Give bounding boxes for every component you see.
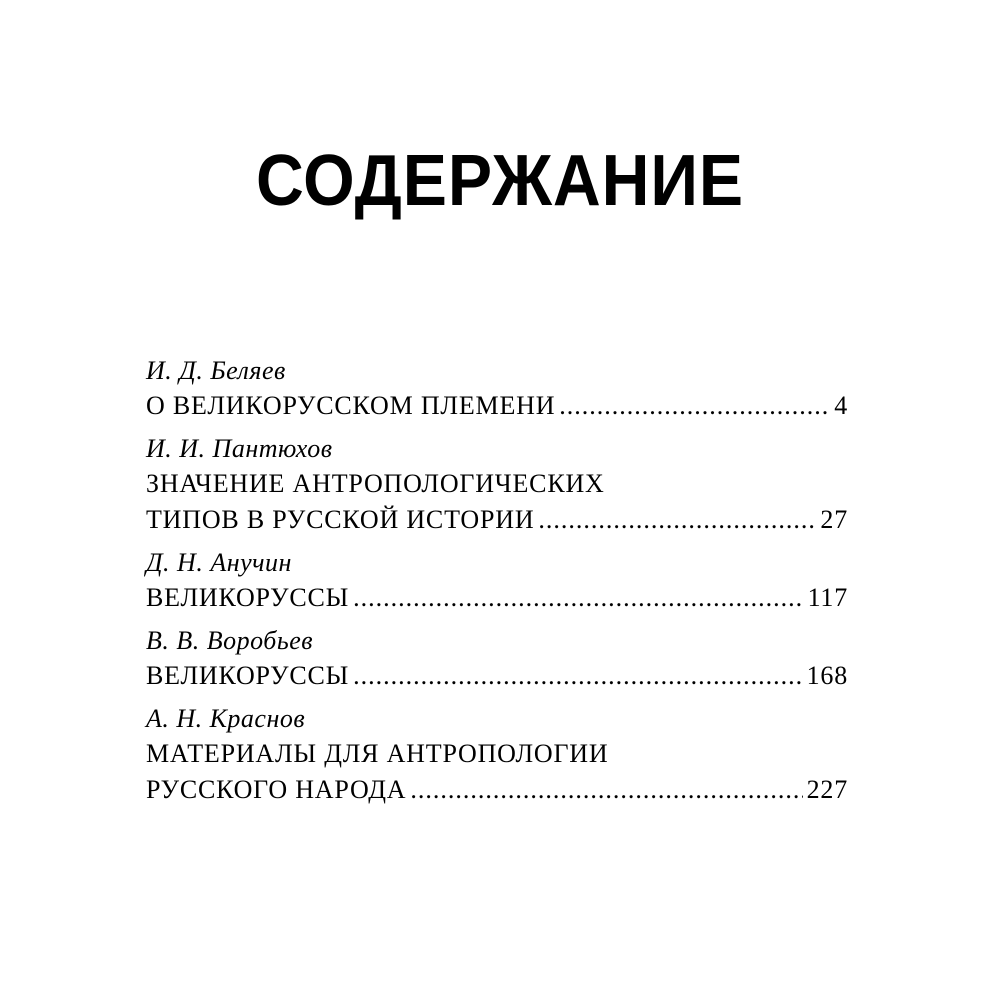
entry-title-line — [146, 466, 848, 502]
dot-leader — [538, 502, 816, 538]
entry-author: И. Д. Беляев — [146, 356, 286, 385]
dot-leader — [559, 388, 830, 424]
entry-title-line — [146, 388, 848, 424]
entry-page-number: 27 — [820, 505, 848, 534]
entry-title-line — [146, 658, 848, 694]
dot-leader — [353, 658, 802, 694]
page-title: СОДЕРЖАНИЕ — [255, 141, 745, 221]
toc-entry-pantiukhov[interactable] — [146, 432, 848, 538]
entry-title-line — [146, 502, 848, 538]
toc-entry-vorobiev[interactable] — [146, 624, 848, 694]
dot-leader — [353, 580, 803, 616]
entry-author: Д. Н. Анучин — [146, 548, 292, 577]
entry-title-line — [146, 580, 848, 616]
entry-page-number: 117 — [807, 583, 848, 612]
toc-entry-krasnov[interactable] — [146, 702, 848, 808]
entry-title-line — [146, 772, 848, 808]
entry-title-continued: ТИПОВ В РУССКОЙ ИСТОРИИ — [146, 505, 535, 534]
entry-author: И. И. Пантюхов — [146, 434, 333, 463]
entry-title-continued: РУССКОГО НАРОДА — [146, 775, 407, 804]
dot-leader — [410, 772, 802, 808]
entry-author: В. В. Воробьев — [146, 626, 314, 655]
toc-entry-anuchin[interactable] — [146, 546, 848, 616]
entry-page-number: 4 — [834, 391, 848, 420]
entry-page-number: 168 — [806, 661, 848, 690]
entry-title: ВЕЛИКОРУССЫ — [146, 583, 350, 612]
table-of-contents — [146, 354, 848, 816]
entry-title-line — [146, 736, 848, 772]
entry-title: ВЕЛИКОРУССЫ — [146, 661, 350, 690]
entry-title: О ВЕЛИКОРУССКОМ ПЛЕМЕНИ — [146, 391, 556, 420]
entry-author: А. Н. Краснов — [146, 704, 306, 733]
entry-title: ЗНАЧЕНИЕ АНТРОПОЛОГИЧЕСКИХ — [146, 469, 605, 498]
toc-entry-beliaev[interactable] — [146, 354, 848, 424]
entry-title: МАТЕРИАЛЫ ДЛЯ АНТРОПОЛОГИИ — [146, 739, 609, 768]
entry-page-number: 227 — [806, 775, 848, 804]
